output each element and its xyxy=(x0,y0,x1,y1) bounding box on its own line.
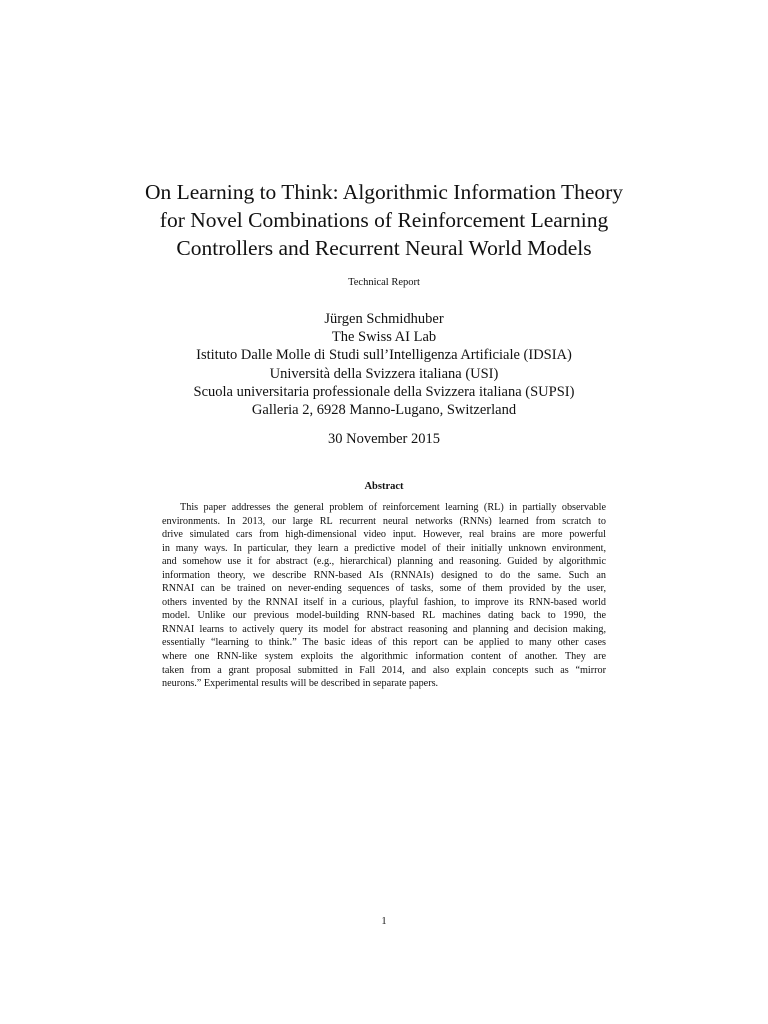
abstract-line: in many ways. In particular, they learn a predictive model of their initially unknown environment, xyxy=(162,542,606,554)
abstract-line-last: neurons.” Experimental results will be described in separate papers. xyxy=(162,678,439,690)
abstract-line: essentially “learning to think.” The basic ideas of this report can be applied to many other cases xyxy=(162,637,606,649)
abstract-line: taken from a grant proposal submitted in Fall 2014, and also explain concepts such as “mirror xyxy=(162,664,606,676)
page-number: 1 xyxy=(381,916,387,927)
title-line: for Novel Combinations of Reinforcement Learning xyxy=(159,208,609,232)
abstract-line: RNNAI learns to actively query its model for abstract reasoning and planning and decision making, xyxy=(162,623,606,635)
address-line: Galleria 2, 6928 Manno-Lugano, Switzerland xyxy=(251,402,517,419)
abstract-line: and somehow use it for abstract (e.g., hierarchical) planning and reasoning. Guided by algorithmic xyxy=(162,556,606,568)
affiliation-line: Istituto Dalle Molle di Studi sull’Intelligenza Artificiale (IDSIA) xyxy=(196,347,572,364)
abstract-line: model. Unlike our previous model-building RNN-based RL machines dating back to 1990, the xyxy=(162,610,606,622)
abstract-line: others invented by the RNNAI itself in a curious, playful fashion, to improve its RNN-based world xyxy=(162,596,606,608)
abstract-line: drive simulated cars from high-dimensional video input. However, real brains are more powerful xyxy=(162,529,606,541)
abstract-line: information theory, we describe RNN-based AIs (RNNAIs) designed to do the same. Such an xyxy=(162,569,606,581)
author-name: Jürgen Schmidhuber xyxy=(324,311,444,327)
abstract-line: environments. In 2013, our large RL recurrent neural networks (RNNs) learned from scratch to xyxy=(162,515,606,527)
affiliation-line: Scuola universitaria professionale della Svizzera italiana (SUPSI) xyxy=(193,383,575,400)
abstract-body xyxy=(162,501,606,691)
paper-title xyxy=(84,178,684,262)
title-line: On Learning to Think: Algorithmic Information Theory xyxy=(144,180,624,204)
publication-date: 30 November 2015 xyxy=(328,431,440,447)
affiliation-line: Università della Svizzera italiana (USI) xyxy=(269,365,499,382)
author-block xyxy=(0,310,768,419)
affiliation-line: The Swiss AI Lab xyxy=(331,329,437,346)
title-line: Controllers and Recurrent Neural World Models xyxy=(176,236,592,260)
abstract-line: This paper addresses the general problem of reinforcement learning (RL) in partially observable xyxy=(180,502,606,513)
abstract-line: RNNAI can be trained on never-ending sequences of tasks, some of them provided by the user, xyxy=(162,583,606,595)
report-type: Technical Report xyxy=(348,277,420,288)
abstract-heading: Abstract xyxy=(364,481,404,492)
abstract-line: where one RNN-like system exploits the algorithmic information content of another. They are xyxy=(162,651,606,663)
